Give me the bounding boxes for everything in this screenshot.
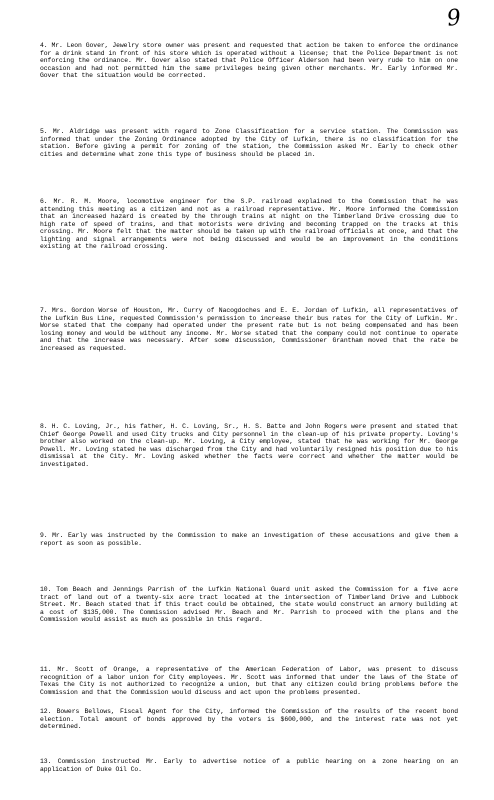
paragraph-2: 5. Mr. Aldridge was present with regard to Zone Classification for a service station. The Commission was informed that under the Zoning Ordinance adopted by the City of Lufkin, there is no classification for the station. Before giving a permit for zoning of the station, the Commission asked Mr. Early to check other cities and determine what zone this type of business should be placed in.	[40, 128, 458, 158]
paragraph-5: 8. H. C. Loving, Jr., his father, H. C. Loving, Sr., H. S. Batte and John Rogers were present and stated that Chief George Powell and used City trucks and City personnel in the clean-up of his private property. Loving's brother also worked on the clean-up. Mr. Loving, a City employee, stated that he was working for Mr. George Powell. Mr. Loving stated he was discharged from the City and had voluntarily resigned his position due to his dismissal at the City. Mr. Loving asked whether the facts were correct and whether the matter would be investigated.	[40, 423, 458, 468]
paragraph-10: 12. Bowers Bellows, Fiscal Agent for the City, informed the Commission of the results of the recent bond election. Total amount of bonds approved by the voters is $600,000, and the interest rate was not yet determined.	[40, 708, 458, 731]
paragraph-3: 6. Mr. R. M. Moore, locomotive engineer for the S.P. railroad explained to the Commission that he was attending this meeting as a citizen and not as a railroad representative. Mr. Moore informed the Commission that an increased hazard is created by the through trains at night on the Timberland Drive crossing due to high rate of speed of trains, and that motorists were driving and becoming trapped on the tracks at this crossing. Mr. Moore felt that the matter should be taken up with the railroad officials at once, and that the lighting and signal arrangements were not being discussed and would be an improvement in the conditions existing at the railroad crossing.	[40, 198, 458, 251]
paragraph-7: 9. Mr. Early was instructed by the Commission to make an investigation of these accusations and give them a report as soon as possible.	[40, 532, 458, 547]
paragraph-1: 4. Mr. Leon Gover, Jewelry store owner was present and requested that action be taken to enforce the ordinance for a drink stand in front of his store which is operated without a license; that the Police Department is not enforcing the ordinance. Mr. Gover also stated that Police Officer Alderson had been very rude to him on one occasion and had not permitted him the same privileges being given other merchants. Mr. Early informed Mr. Gover that the situation would be corrected.	[40, 42, 458, 80]
paragraph-11: 13. Commission instructed Mr. Early to advertise notice of a public hearing on a zone hearing on an application of Duke Oil Co.	[40, 758, 458, 773]
paragraph-8: 10. Tom Beach and Jennings Parrish of the Lufkin National Guard unit asked the Commission for a five acre tract of land out of a twenty-six acre tract located at the intersection of Timberland Drive and Lubbock Street. Mr. Beach stated that if this tract could be obtained, the state would construct an armory building at a cost of $135,000. The Commission advised Mr. Beach and Mr. Parrish to proceed with the plans and the Commission would assist as much as possible in this regard.	[40, 586, 458, 624]
paragraph-9: 11. Mr. Scott of Orange, a representative of the American Federation of Labor, was present to discuss recognition of a labor union for City employees. Mr. Scott was informed that under the laws of the State of Texas the City is not authorized to recognize a union, but that any citizen could bring problems before the Commission and that the Commission would discuss and act upon the problems presented.	[40, 666, 458, 696]
paragraph-4: 7. Mrs. Gordon Worse of Houston, Mr. Curry of Nacogdoches and E. E. Jordan of Lufkin, all representatives of the Lufkin Bus Line, requested Commission's permission to increase their bus rates for the City of Lufkin. Mr. Worse stated that the company had operated under the present rate but is not being compensated and has been losing money and would be without any income. Mr. Worse stated that the company could not continue to operate and that the increase was necessary. After some discussion, Commissioner Grantham moved that the rate be increased as requested.	[40, 307, 458, 352]
page-number: 9	[445, 5, 463, 32]
